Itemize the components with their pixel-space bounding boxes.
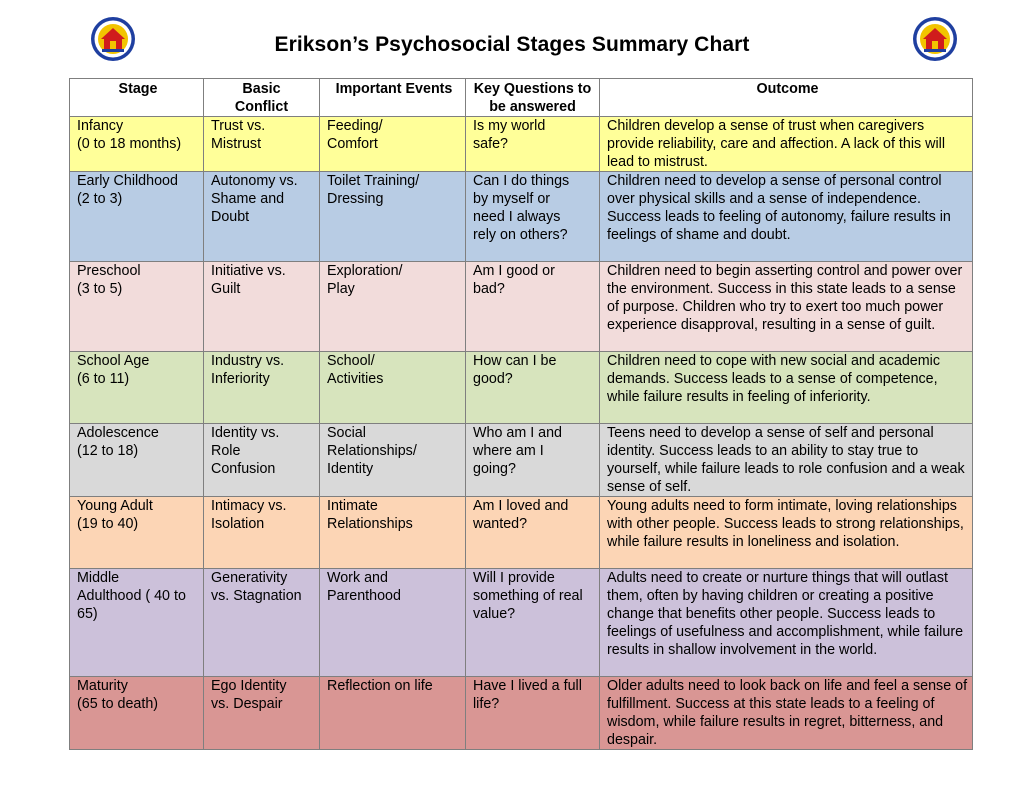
events-cell: Social Relationships/ Identity bbox=[320, 424, 466, 497]
conflict-cell: Ego Identity vs. Despair bbox=[204, 677, 320, 750]
page-title: Erikson’s Psychosocial Stages Summary Chart bbox=[274, 33, 750, 56]
events-cell: Toilet Training/ Dressing bbox=[320, 172, 466, 262]
header-important-events: Important Events bbox=[320, 79, 466, 117]
question-cell: How can I be good? bbox=[466, 352, 600, 424]
conflict-cell: Initiative vs. Guilt bbox=[204, 262, 320, 352]
table-row bbox=[70, 424, 973, 497]
table-row bbox=[70, 262, 973, 352]
header-key-questions: Key Questions to be answered bbox=[466, 79, 600, 117]
question-cell: Will I provide something of real value? bbox=[466, 569, 600, 677]
question-cell: Am I loved and wanted? bbox=[466, 497, 600, 569]
outcome-cell: Older adults need to look back on life and feel a sense of fulfillment. Success at this state leads to a feeling of wisdom, while failure results in regret, bitterness, and despair. bbox=[600, 677, 973, 750]
stage-cell: Early Childhood (2 to 3) bbox=[70, 172, 204, 262]
conflict-cell: Identity vs. Role Confusion bbox=[204, 424, 320, 497]
conflict-cell: Industry vs. Inferiority bbox=[204, 352, 320, 424]
conflict-cell: Intimacy vs. Isolation bbox=[204, 497, 320, 569]
outcome-cell: Children need to cope with new social and academic demands. Success leads to a sense of competence, while failure results in feeling of inferiority. bbox=[600, 352, 973, 424]
stage-cell: Preschool (3 to 5) bbox=[70, 262, 204, 352]
table-row bbox=[70, 117, 973, 172]
outcome-cell: Young adults need to form intimate, loving relationships with other people. Success leads to strong relationships, while failure results in loneliness and isolation. bbox=[600, 497, 973, 569]
question-cell: Have I lived a full life? bbox=[466, 677, 600, 750]
outcome-cell: Adults need to create or nurture things that will outlast them, often by having children or creating a positive change that benefits other people. Success leads to feelings of usefulness and accomplishment, while failure results in shallow involvement in the world. bbox=[600, 569, 973, 677]
header-stage: Stage bbox=[70, 79, 204, 117]
header-outcome: Outcome bbox=[600, 79, 973, 117]
header-basic-conflict: Basic Conflict bbox=[204, 79, 320, 117]
table-header-row bbox=[70, 79, 973, 117]
outcome-cell: Children need to begin asserting control and power over the environment. Success in this state leads to a sense of purpose. Children who try to exert too much power experience disapproval, resulting in a sense of guilt. bbox=[600, 262, 973, 352]
stage-cell: Adolescence (12 to 18) bbox=[70, 424, 204, 497]
conflict-cell: Autonomy vs. Shame and Doubt bbox=[204, 172, 320, 262]
stage-cell: Middle Adulthood ( 40 to 65) bbox=[70, 569, 204, 677]
table-row bbox=[70, 172, 973, 262]
outcome-cell: Teens need to develop a sense of self and personal identity. Success leads to an ability to stay true to yourself, while failure leads to role confusion and a weak sense of self. bbox=[600, 424, 973, 497]
stage-cell: Infancy (0 to 18 months) bbox=[70, 117, 204, 172]
question-cell: Is my world safe? bbox=[466, 117, 600, 172]
outcome-cell: Children need to develop a sense of personal control over physical skills and a sense of independence. Success leads to feeling of autonomy, failure results in feelings of shame and doubt. bbox=[600, 172, 973, 262]
stage-cell: Maturity (65 to death) bbox=[70, 677, 204, 750]
conflict-cell: Generativity vs. Stagnation bbox=[204, 569, 320, 677]
events-cell: Reflection on life bbox=[320, 677, 466, 750]
table-row bbox=[70, 677, 973, 750]
stage-cell: Young Adult (19 to 40) bbox=[70, 497, 204, 569]
events-cell: Exploration/ Play bbox=[320, 262, 466, 352]
conflict-cell: Trust vs. Mistrust bbox=[204, 117, 320, 172]
table-row bbox=[70, 497, 973, 569]
outcome-cell: Children develop a sense of trust when caregivers provide reliability, care and affection. A lack of this will lead to mistrust. bbox=[600, 117, 973, 172]
question-cell: Who am I and where am I going? bbox=[466, 424, 600, 497]
question-cell: Am I good or bad? bbox=[466, 262, 600, 352]
question-cell: Can I do things by myself or need I always rely on others? bbox=[466, 172, 600, 262]
events-cell: Feeding/ Comfort bbox=[320, 117, 466, 172]
events-cell: School/ Activities bbox=[320, 352, 466, 424]
table-row bbox=[70, 569, 973, 677]
stage-cell: School Age (6 to 11) bbox=[70, 352, 204, 424]
events-cell: Work and Parenthood bbox=[320, 569, 466, 677]
events-cell: Intimate Relationships bbox=[320, 497, 466, 569]
stages-table bbox=[69, 78, 973, 750]
table-row bbox=[70, 352, 973, 424]
